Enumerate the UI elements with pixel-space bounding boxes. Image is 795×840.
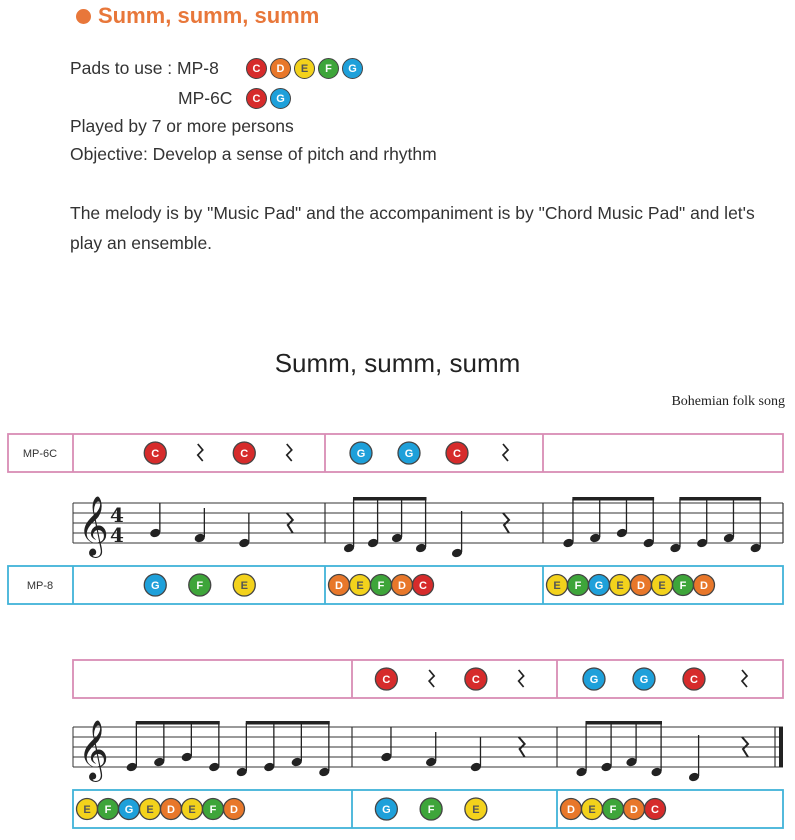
- pad-letter: C: [419, 580, 427, 592]
- quarter-rest-icon: [519, 670, 524, 687]
- pad-letter: E: [83, 804, 91, 816]
- beam: [353, 497, 427, 501]
- intro-paragraph: The melody is by "Music Pad" and the accompaniment is by "Chord Music Pad" and let's play an ensemble.: [70, 203, 755, 253]
- quarter-rest-icon: [198, 444, 203, 461]
- pad-letter: G: [150, 580, 160, 592]
- pad-letter: C: [151, 448, 160, 460]
- pad-letter: D: [167, 804, 175, 816]
- mp6c-label: MP-6C: [178, 88, 233, 108]
- pad-letter: C: [471, 674, 480, 686]
- pad-letter: G: [594, 580, 604, 592]
- pad-letter: D: [398, 580, 406, 592]
- pad-c-icon: C: [246, 58, 267, 79]
- quarter-rest-icon: [429, 670, 434, 687]
- pad-f-icon: F: [318, 58, 339, 79]
- pad-letter: C: [453, 448, 461, 460]
- treble-clef-icon: 𝄞: [78, 720, 109, 780]
- chord-row-box: [73, 660, 783, 698]
- pad-letter: G: [382, 804, 391, 816]
- pad-letter: D: [335, 580, 343, 592]
- pad-letter: D: [700, 580, 708, 592]
- composer-credit: Bohemian folk song: [671, 394, 785, 409]
- pad-e-icon: E: [294, 58, 315, 79]
- beam: [679, 497, 761, 501]
- time-signature-top: 4: [110, 503, 124, 527]
- pads-to-use-line: Pads to use : MP-8: [70, 58, 219, 78]
- pad-g-icon: G: [270, 88, 291, 109]
- pad-letter: F: [104, 804, 112, 816]
- pad-letter: C: [651, 804, 659, 816]
- pad-letter: G: [639, 674, 649, 686]
- pad-letter: C: [382, 674, 391, 686]
- pad-letter: F: [196, 580, 204, 592]
- pad-letter: G: [404, 448, 414, 460]
- final-barline-thick: [779, 727, 783, 767]
- pad-letter: D: [567, 804, 575, 816]
- heading-text: Summ, summ, summ: [98, 3, 320, 28]
- pad-letter: E: [658, 580, 666, 592]
- time-signature-bottom: 4: [110, 523, 124, 547]
- treble-clef-icon: 𝄞: [78, 496, 109, 556]
- quarter-rest-icon: [742, 670, 747, 687]
- pad-letter: E: [553, 580, 561, 592]
- pad-d-icon: D: [270, 58, 291, 79]
- beam: [586, 721, 663, 725]
- quarter-rest-icon: [503, 444, 508, 461]
- players-line: Played by 7 or more persons: [70, 116, 294, 136]
- pad-letter: E: [616, 580, 624, 592]
- pad-letter: C: [240, 448, 249, 460]
- pad-letter: E: [146, 804, 154, 816]
- beam: [246, 721, 330, 725]
- pad-letter: E: [188, 804, 196, 816]
- pad-letter: E: [356, 580, 364, 592]
- objective-line: Objective: Develop a sense of pitch and rhythm: [70, 144, 437, 164]
- pad-letter: G: [356, 448, 366, 460]
- pad-letter: G: [124, 804, 134, 816]
- pad-letter: F: [679, 580, 687, 592]
- pad-letter: C: [690, 674, 698, 686]
- pad-letter: E: [240, 580, 248, 592]
- beam: [572, 497, 654, 501]
- pad-g-icon: G: [342, 58, 363, 79]
- pad-letter: D: [230, 804, 238, 816]
- pad-c-icon: C: [246, 88, 267, 109]
- melody-row-label: MP-8: [26, 580, 54, 592]
- quarter-rest-icon: [287, 444, 292, 461]
- pad-letter: D: [637, 580, 645, 592]
- pad-letter: F: [427, 804, 435, 816]
- pad-letter: F: [609, 804, 617, 816]
- pad-letter: G: [589, 674, 599, 686]
- chord-row-box: [8, 434, 783, 472]
- pad-letter: F: [574, 580, 582, 592]
- beam: [136, 721, 220, 725]
- pad-letter: E: [588, 804, 596, 816]
- pad-letter: F: [377, 580, 385, 592]
- song-title: Summ, summ, summ: [274, 348, 521, 378]
- chord-row-label: MP-6C: [22, 448, 58, 460]
- pad-letter: D: [630, 804, 638, 816]
- pad-letter: E: [472, 804, 480, 816]
- pad-letter: F: [209, 804, 217, 816]
